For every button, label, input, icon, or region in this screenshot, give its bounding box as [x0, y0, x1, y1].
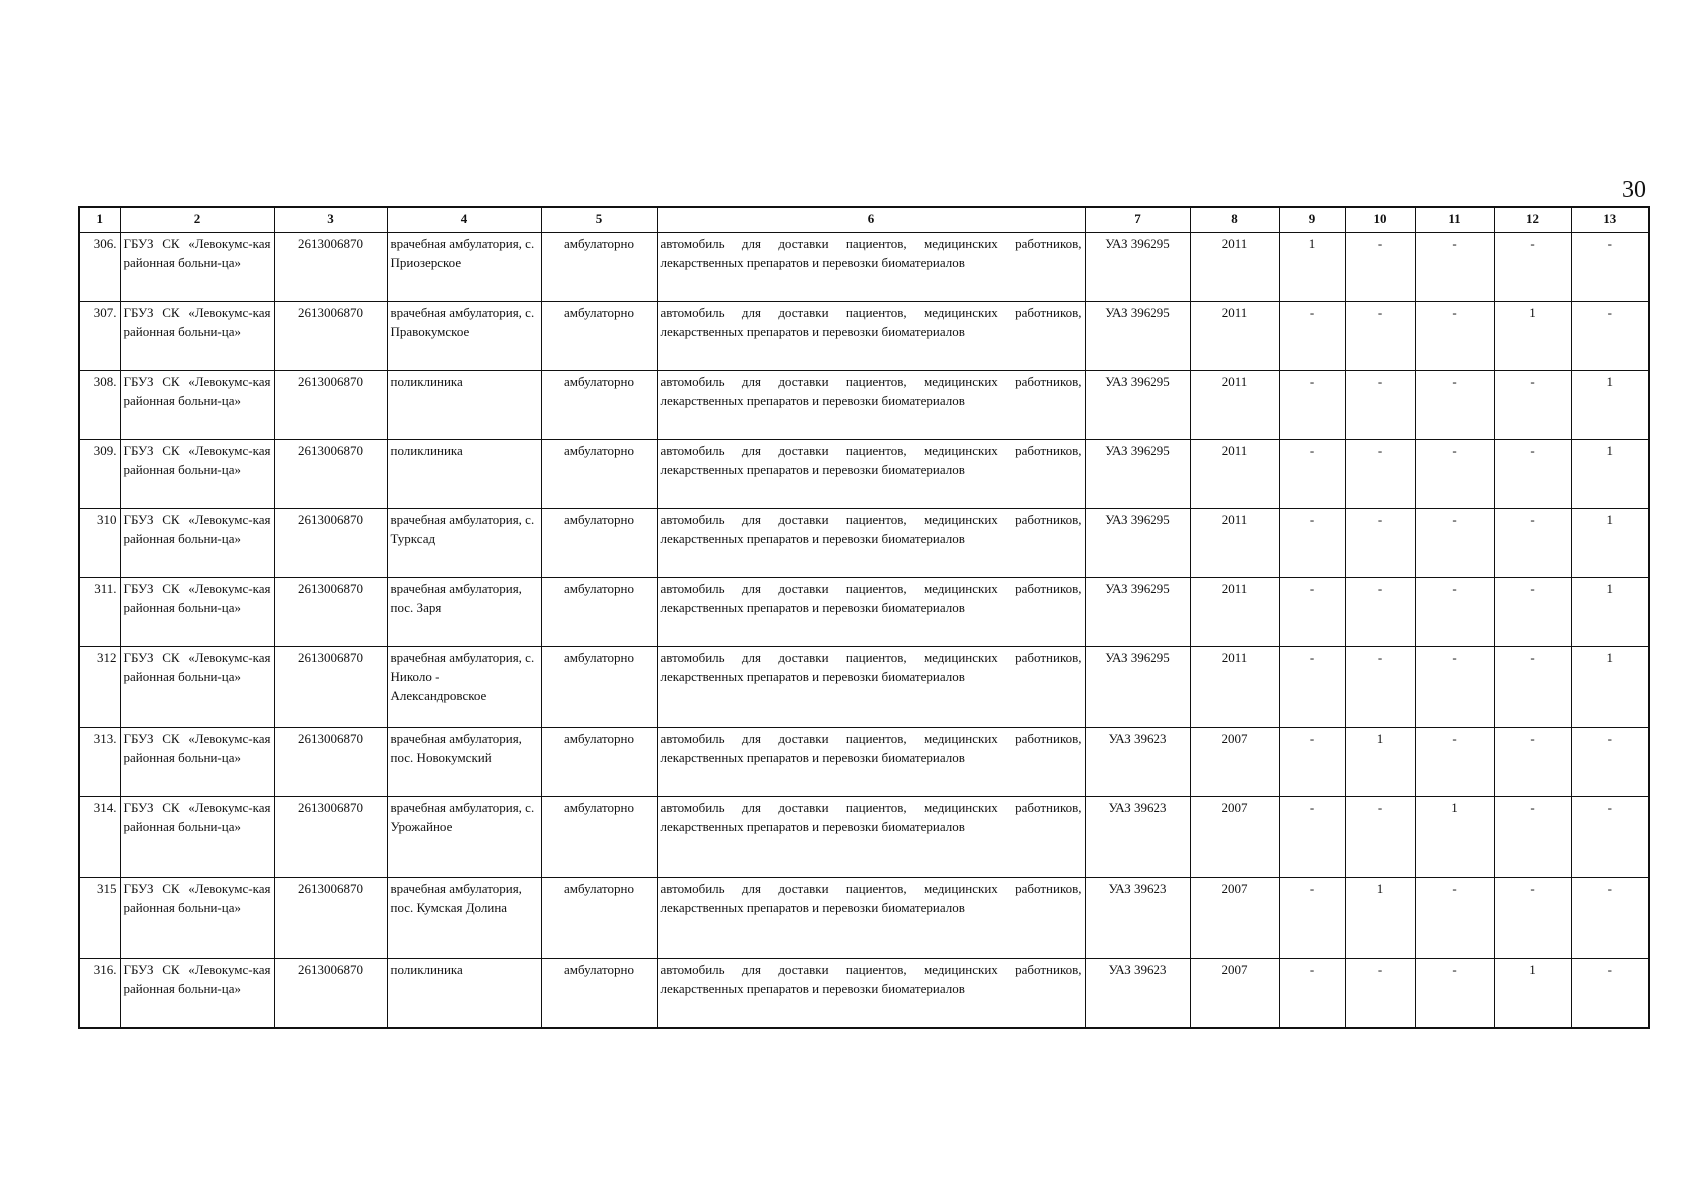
care-conditions: амбулаторно [541, 440, 657, 509]
vehicle-purpose: автомобиль для доставки пациентов, медицинских работников, лекарственных препаратов и перевозки биоматериалов [657, 959, 1085, 1029]
row-number: 308. [79, 371, 120, 440]
row-number: 306. [79, 233, 120, 302]
organization-name: ГБУЗ СК «Левокумс-кая районная больни-ца» [120, 959, 274, 1029]
unit-name: поликлиника [387, 440, 541, 509]
col-13-value: - [1571, 878, 1649, 959]
vehicle-purpose: автомобиль для доставки пациентов, медицинских работников, лекарственных препаратов и перевозки биоматериалов [657, 302, 1085, 371]
inn-code: 2613006870 [274, 302, 387, 371]
vehicle-year: 2007 [1190, 728, 1279, 797]
vehicle-model: УАЗ 396295 [1085, 647, 1190, 728]
vehicle-model: УАЗ 39623 [1085, 728, 1190, 797]
col-11-value: - [1415, 302, 1494, 371]
row-number: 314. [79, 797, 120, 878]
column-header: 13 [1571, 207, 1649, 233]
table-row [79, 578, 1649, 647]
unit-name: врачебная амбулатория, пос. Кумская Долина [387, 878, 541, 959]
vehicle-model: УАЗ 396295 [1085, 371, 1190, 440]
unit-name: врачебная амбулатория, пос. Заря [387, 578, 541, 647]
vehicle-model: УАЗ 396295 [1085, 233, 1190, 302]
organization-name: ГБУЗ СК «Левокумс-кая районная больни-ца» [120, 578, 274, 647]
vehicle-purpose: автомобиль для доставки пациентов, медицинских работников, лекарственных препаратов и перевозки биоматериалов [657, 878, 1085, 959]
inn-code: 2613006870 [274, 797, 387, 878]
row-number: 307. [79, 302, 120, 371]
vehicle-purpose: автомобиль для доставки пациентов, медицинских работников, лекарственных препаратов и перевозки биоматериалов [657, 578, 1085, 647]
col-9-value: 1 [1279, 233, 1345, 302]
inn-code: 2613006870 [274, 578, 387, 647]
organization-name: ГБУЗ СК «Левокумс-кая районная больни-ца» [120, 509, 274, 578]
table-row [79, 371, 1649, 440]
vehicle-model: УАЗ 39623 [1085, 959, 1190, 1029]
care-conditions: амбулаторно [541, 371, 657, 440]
inn-code: 2613006870 [274, 878, 387, 959]
col-11-value: - [1415, 959, 1494, 1029]
care-conditions: амбулаторно [541, 578, 657, 647]
row-number: 309. [79, 440, 120, 509]
organization-name: ГБУЗ СК «Левокумс-кая районная больни-ца» [120, 302, 274, 371]
vehicle-year: 2011 [1190, 578, 1279, 647]
col-9-value: - [1279, 578, 1345, 647]
col-12-value: - [1494, 509, 1571, 578]
vehicle-year: 2011 [1190, 509, 1279, 578]
col-9-value: - [1279, 797, 1345, 878]
col-10-value: - [1345, 233, 1415, 302]
col-10-value: - [1345, 440, 1415, 509]
col-11-value: - [1415, 440, 1494, 509]
col-10-value: 1 [1345, 878, 1415, 959]
inn-code: 2613006870 [274, 728, 387, 797]
col-13-value: - [1571, 797, 1649, 878]
col-13-value: - [1571, 959, 1649, 1029]
col-10-value: - [1345, 647, 1415, 728]
col-9-value: - [1279, 878, 1345, 959]
table-row [79, 440, 1649, 509]
col-12-value: - [1494, 797, 1571, 878]
vehicle-year: 2011 [1190, 440, 1279, 509]
col-10-value: - [1345, 797, 1415, 878]
col-11-value: - [1415, 233, 1494, 302]
table-row [79, 233, 1649, 302]
care-conditions: амбулаторно [541, 509, 657, 578]
row-number: 313. [79, 728, 120, 797]
col-9-value: - [1279, 959, 1345, 1029]
unit-name: поликлиника [387, 371, 541, 440]
col-10-value: - [1345, 509, 1415, 578]
col-13-value: 1 [1571, 647, 1649, 728]
col-9-value: - [1279, 440, 1345, 509]
col-13-value: 1 [1571, 509, 1649, 578]
column-header: 7 [1085, 207, 1190, 233]
col-10-value: - [1345, 578, 1415, 647]
col-9-value: - [1279, 728, 1345, 797]
table-row [79, 509, 1649, 578]
vehicle-purpose: автомобиль для доставки пациентов, медицинских работников, лекарственных препаратов и перевозки биоматериалов [657, 233, 1085, 302]
vehicle-model: УАЗ 39623 [1085, 878, 1190, 959]
vehicle-year: 2011 [1190, 371, 1279, 440]
col-9-value: - [1279, 647, 1345, 728]
table-row [79, 647, 1649, 728]
col-13-value: - [1571, 302, 1649, 371]
col-12-value: - [1494, 647, 1571, 728]
organization-name: ГБУЗ СК «Левокумс-кая районная больни-ца» [120, 728, 274, 797]
col-11-value: 1 [1415, 797, 1494, 878]
column-header: 9 [1279, 207, 1345, 233]
vehicle-purpose: автомобиль для доставки пациентов, медицинских работников, лекарственных препаратов и перевозки биоматериалов [657, 371, 1085, 440]
vehicle-purpose: автомобиль для доставки пациентов, медицинских работников, лекарственных препаратов и перевозки биоматериалов [657, 728, 1085, 797]
vehicle-year: 2011 [1190, 302, 1279, 371]
col-13-value: 1 [1571, 371, 1649, 440]
unit-name: врачебная амбулатория, с. Урожайное [387, 797, 541, 878]
col-13-value: - [1571, 233, 1649, 302]
inn-code: 2613006870 [274, 233, 387, 302]
col-12-value: - [1494, 371, 1571, 440]
inn-code: 2613006870 [274, 440, 387, 509]
col-12-value: - [1494, 578, 1571, 647]
table-row [79, 959, 1649, 1029]
organization-name: ГБУЗ СК «Левокумс-кая районная больни-ца» [120, 233, 274, 302]
column-header: 4 [387, 207, 541, 233]
vehicle-year: 2007 [1190, 959, 1279, 1029]
row-number: 312 [79, 647, 120, 728]
col-9-value: - [1279, 509, 1345, 578]
col-11-value: - [1415, 578, 1494, 647]
organization-name: ГБУЗ СК «Левокумс-кая районная больни-ца» [120, 371, 274, 440]
col-9-value: - [1279, 302, 1345, 371]
vehicle-purpose: автомобиль для доставки пациентов, медицинских работников, лекарственных препаратов и перевозки биоматериалов [657, 797, 1085, 878]
col-13-value: 1 [1571, 578, 1649, 647]
vehicle-table [78, 206, 1650, 1029]
col-13-value: 1 [1571, 440, 1649, 509]
vehicle-year: 2011 [1190, 647, 1279, 728]
unit-name: врачебная амбулатория, с. Приозерское [387, 233, 541, 302]
col-10-value: - [1345, 371, 1415, 440]
col-10-value: - [1345, 959, 1415, 1029]
col-12-value: - [1494, 440, 1571, 509]
care-conditions: амбулаторно [541, 233, 657, 302]
row-number: 315 [79, 878, 120, 959]
vehicle-purpose: автомобиль для доставки пациентов, медицинских работников, лекарственных препаратов и перевозки биоматериалов [657, 440, 1085, 509]
organization-name: ГБУЗ СК «Левокумс-кая районная больни-ца» [120, 797, 274, 878]
column-header: 5 [541, 207, 657, 233]
row-number: 310 [79, 509, 120, 578]
organization-name: ГБУЗ СК «Левокумс-кая районная больни-ца» [120, 647, 274, 728]
inn-code: 2613006870 [274, 647, 387, 728]
vehicle-purpose: автомобиль для доставки пациентов, медицинских работников, лекарственных препаратов и перевозки биоматериалов [657, 647, 1085, 728]
organization-name: ГБУЗ СК «Левокумс-кая районная больни-ца» [120, 440, 274, 509]
table-row [79, 302, 1649, 371]
table-row [79, 797, 1649, 878]
col-10-value: - [1345, 302, 1415, 371]
unit-name: поликлиника [387, 959, 541, 1029]
col-12-value: - [1494, 728, 1571, 797]
column-header: 8 [1190, 207, 1279, 233]
col-11-value: - [1415, 647, 1494, 728]
care-conditions: амбулаторно [541, 728, 657, 797]
unit-name: врачебная амбулатория, пос. Новокумский [387, 728, 541, 797]
vehicle-model: УАЗ 396295 [1085, 509, 1190, 578]
table-row [79, 728, 1649, 797]
unit-name: врачебная амбулатория, с. Правокумское [387, 302, 541, 371]
row-number: 316. [79, 959, 120, 1029]
col-11-value: - [1415, 509, 1494, 578]
column-header: 1 [79, 207, 120, 233]
vehicle-purpose: автомобиль для доставки пациентов, медицинских работников, лекарственных препаратов и перевозки биоматериалов [657, 509, 1085, 578]
care-conditions: амбулаторно [541, 647, 657, 728]
vehicle-year: 2007 [1190, 878, 1279, 959]
vehicle-model: УАЗ 396295 [1085, 302, 1190, 371]
vehicle-model: УАЗ 396295 [1085, 440, 1190, 509]
col-10-value: 1 [1345, 728, 1415, 797]
care-conditions: амбулаторно [541, 878, 657, 959]
inn-code: 2613006870 [274, 371, 387, 440]
page-number: 30 [1622, 177, 1646, 203]
col-12-value: - [1494, 878, 1571, 959]
row-number: 311. [79, 578, 120, 647]
care-conditions: амбулаторно [541, 797, 657, 878]
col-12-value: 1 [1494, 302, 1571, 371]
column-header: 2 [120, 207, 274, 233]
col-11-value: - [1415, 878, 1494, 959]
col-11-value: - [1415, 728, 1494, 797]
col-9-value: - [1279, 371, 1345, 440]
column-header: 10 [1345, 207, 1415, 233]
column-header: 12 [1494, 207, 1571, 233]
care-conditions: амбулаторно [541, 302, 657, 371]
col-11-value: - [1415, 371, 1494, 440]
unit-name: врачебная амбулатория, с. Николо - Александровское [387, 647, 541, 728]
unit-name: врачебная амбулатория, с. Турксад [387, 509, 541, 578]
organization-name: ГБУЗ СК «Левокумс-кая районная больни-ца» [120, 878, 274, 959]
col-13-value: - [1571, 728, 1649, 797]
vehicle-model: УАЗ 396295 [1085, 578, 1190, 647]
vehicle-year: 2007 [1190, 797, 1279, 878]
column-header: 6 [657, 207, 1085, 233]
col-12-value: - [1494, 233, 1571, 302]
vehicle-year: 2011 [1190, 233, 1279, 302]
inn-code: 2613006870 [274, 509, 387, 578]
col-12-value: 1 [1494, 959, 1571, 1029]
care-conditions: амбулаторно [541, 959, 657, 1029]
column-header: 11 [1415, 207, 1494, 233]
inn-code: 2613006870 [274, 959, 387, 1029]
column-number-header-row [79, 207, 1649, 233]
vehicle-model: УАЗ 39623 [1085, 797, 1190, 878]
table-row [79, 878, 1649, 959]
column-header: 3 [274, 207, 387, 233]
